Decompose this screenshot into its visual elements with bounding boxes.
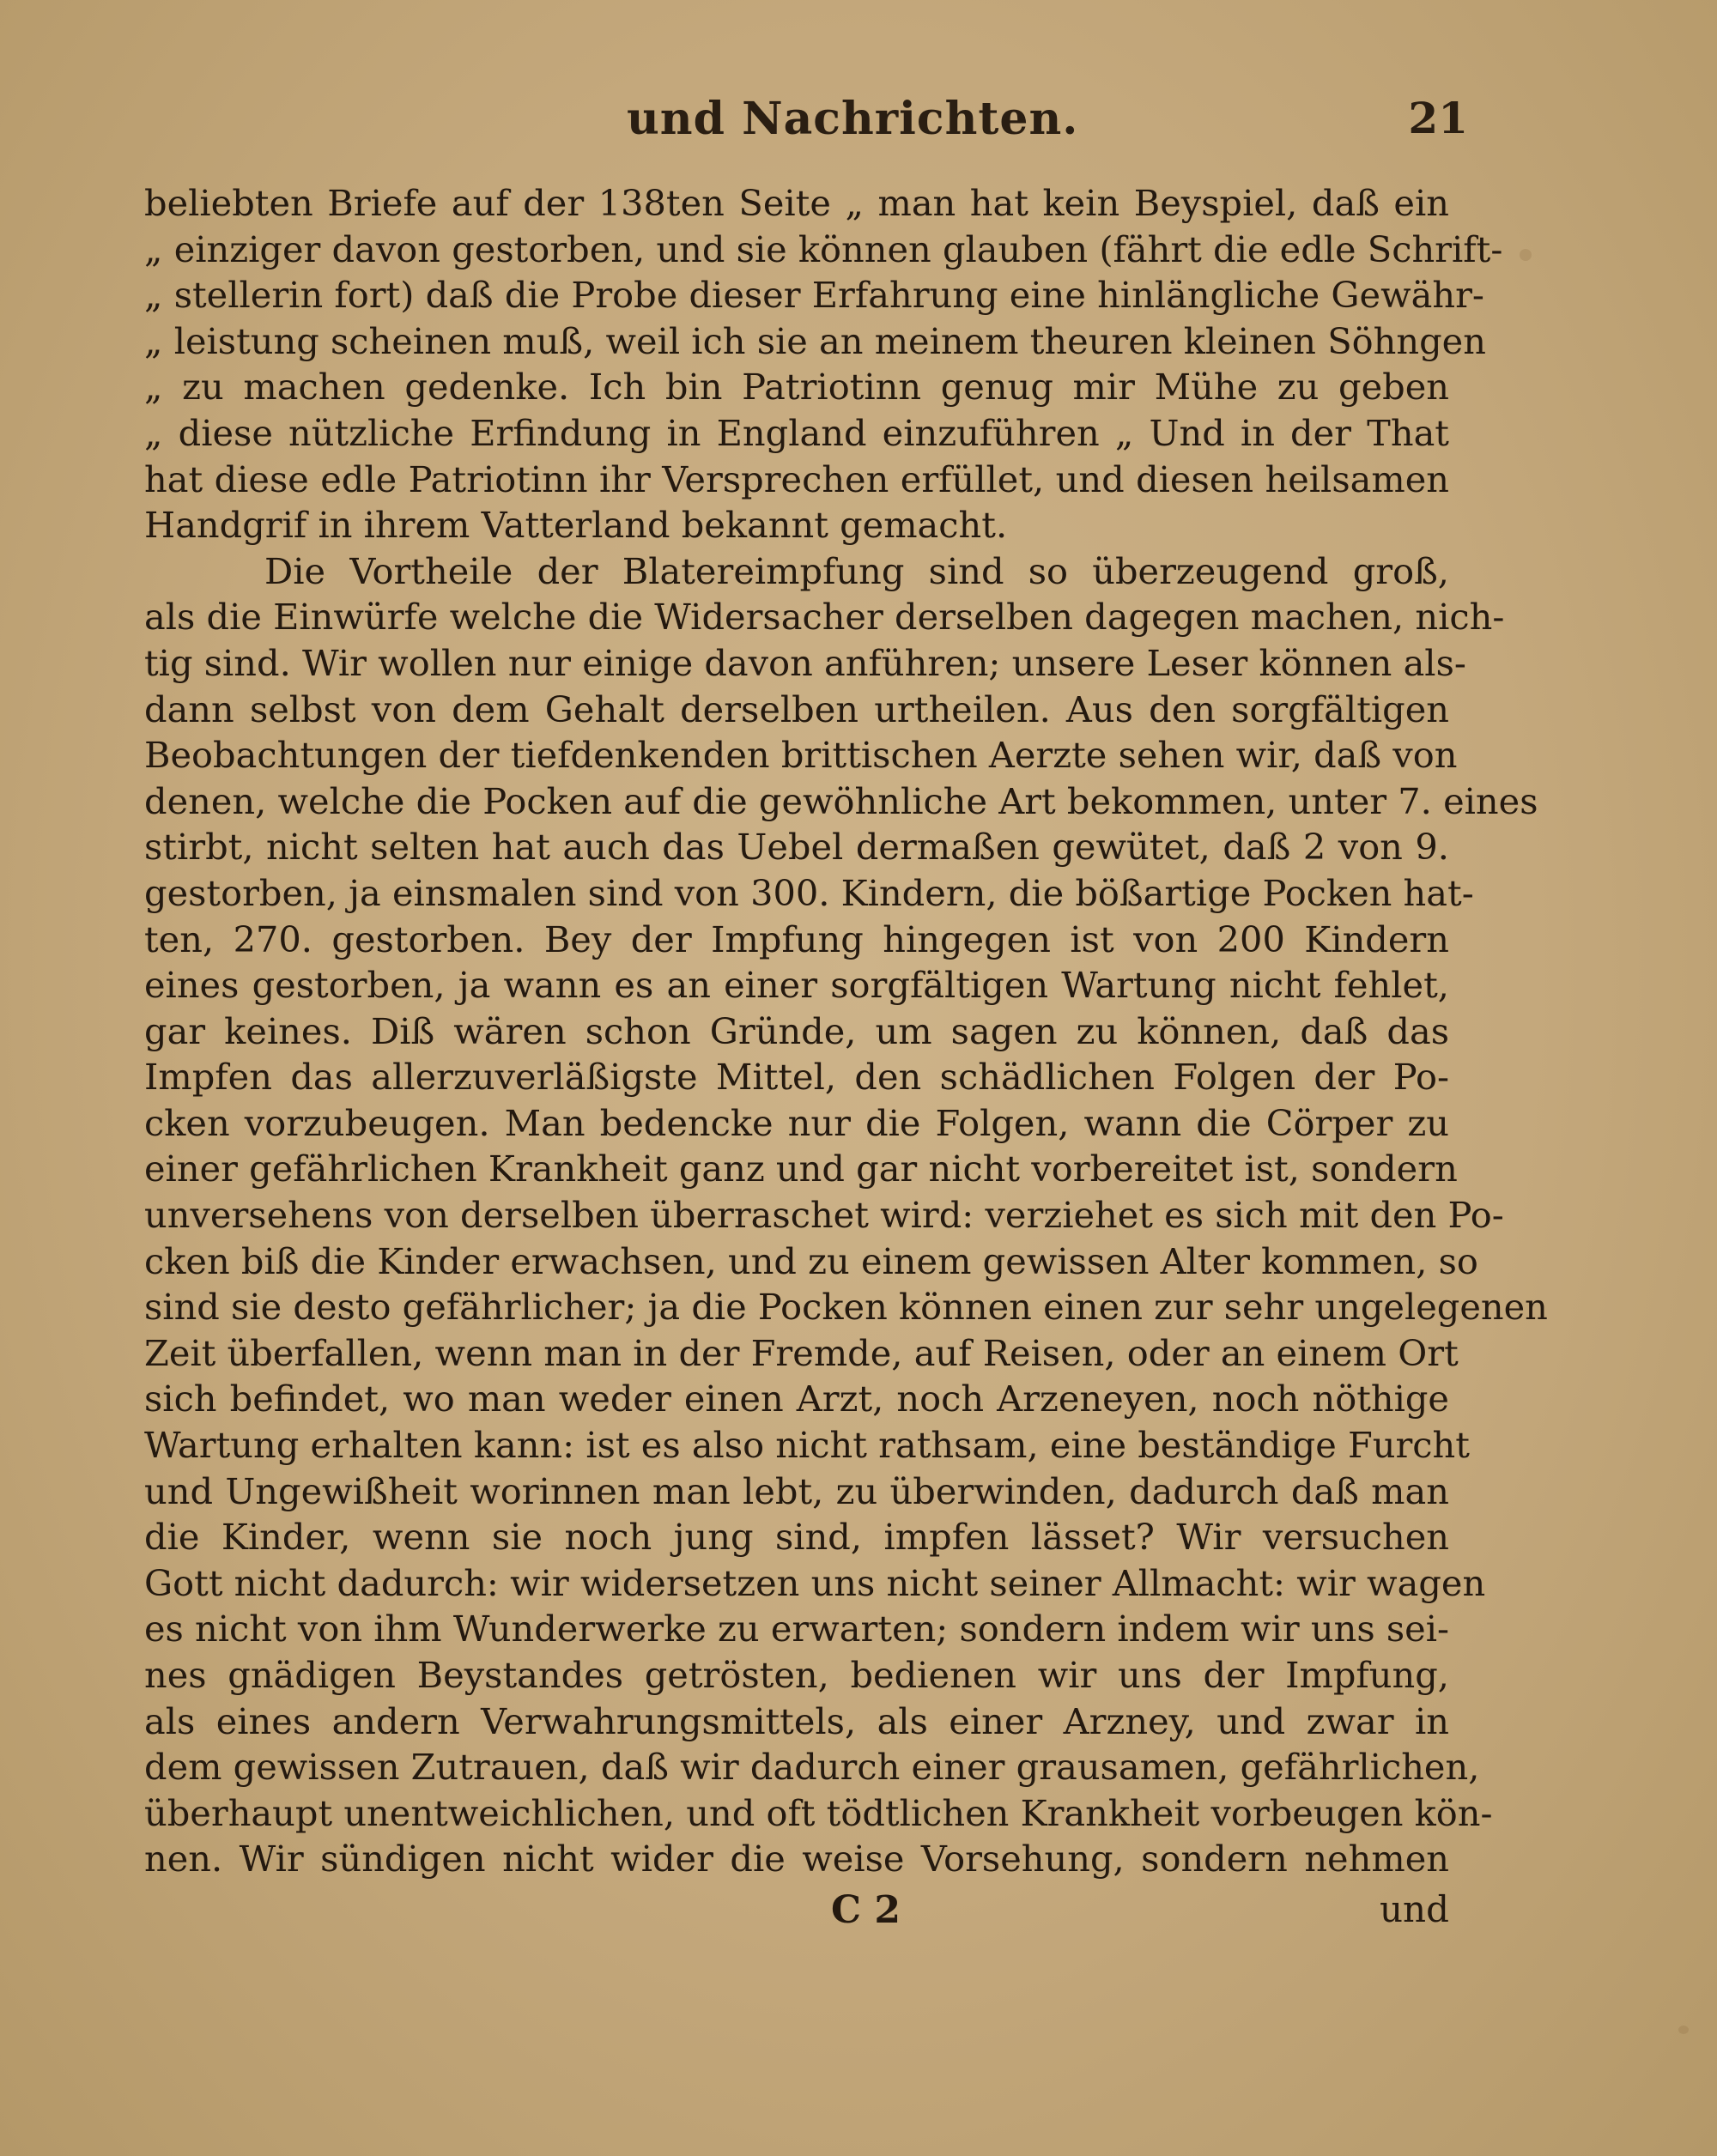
text-line: als die Einwürfe welche die Widersacher derselben dagegen machen, nich- bbox=[144, 596, 1505, 639]
text-line: nen. Wir sündigen nicht wider die weise Vorsehung, sondern nehmen bbox=[144, 1838, 1449, 1880]
text-line: Beobachtungen der tiefdenkenden brittischen Aerzte sehen wir, daß von bbox=[144, 734, 1458, 777]
text-line: dem gewissen Zutrauen, daß wir dadurch einer grausamen, gefährlichen, bbox=[144, 1746, 1480, 1789]
page-footer bbox=[144, 1888, 1449, 1948]
catchword: und bbox=[1380, 1888, 1449, 1930]
text-line: gestorben, ja einsmalen sind von 300. Kindern, die bößartige Pocken hat- bbox=[144, 871, 1474, 914]
text-line: es nicht von ihm Wunderwerke zu erwarten; sondern indem wir uns sei- bbox=[144, 1608, 1449, 1650]
text-line: sich befindet, wo man weder einen Arzt, noch Arzeneyen, noch nöthige bbox=[144, 1378, 1449, 1420]
text-line: beliebten Briefe auf der 138ten Seite „ man hat kein Beyspiel, daß ein bbox=[144, 182, 1449, 224]
text-line: „ diese nützliche Erfindung in England einzuführen „ Und in der That bbox=[144, 411, 1449, 454]
text-line: Impfen das allerzuverläßigste Mittel, den schädlichen Folgen der Po- bbox=[144, 1056, 1449, 1099]
text-line: überhaupt unentweichlichen, und oft tödtlichen Krankheit vorbeugen kön- bbox=[144, 1791, 1493, 1834]
text-line: dann selbst von dem Gehalt derselben urtheilen. Aus den sorgfältigen bbox=[144, 687, 1449, 730]
text-line: stirbt, nicht selten hat auch das Uebel dermaßen gewütet, daß 2 von 9. bbox=[144, 826, 1449, 869]
text-line: Die Vortheile der Blatereimpfung sind so überzeugend groß, bbox=[264, 549, 1449, 592]
text-line: und Ungewißheit worinnen man lebt, zu überwinden, dadurch daß man bbox=[144, 1469, 1449, 1512]
page-header bbox=[146, 93, 1468, 161]
text-line: Handgrif in ihrem Vatterland bekannt gemacht. bbox=[144, 504, 1008, 547]
text-line: nes gnädigen Beystandes getrösten, bedienen wir uns der Impfung, bbox=[144, 1654, 1449, 1696]
text-line: Gott nicht dadurch: wir widersetzen uns nicht seiner Allmacht: wir wagen bbox=[144, 1561, 1486, 1604]
text-line: „ einziger davon gestorben, und sie können glauben (fährt die edle Schrift- bbox=[144, 227, 1503, 270]
text-line: als eines andern Verwahrungsmittels, als einer Arzney, und zwar in bbox=[144, 1699, 1449, 1742]
text-line: „ stellerin fort) daß die Probe dieser Erfahrung eine hinlängliche Gewähr- bbox=[144, 274, 1484, 317]
page-number: 21 bbox=[1408, 93, 1468, 143]
text-line: tig sind. Wir wollen nur einige davon anführen; unsere Leser können als- bbox=[144, 641, 1466, 684]
text-line: die Kinder, wenn sie noch jung sind, impfen lässet? Wir versuchen bbox=[144, 1516, 1449, 1559]
text-line: ten, 270. gestorben. Bey der Impfung hingegen ist von 200 Kindern bbox=[144, 918, 1449, 960]
text-line: „ leistung scheinen muß, weil ich sie an meinem theuren kleinen Söhngen bbox=[144, 319, 1486, 362]
text-line: hat diese edle Patriotinn ihr Versprechen erfüllet, und diesen heilsamen bbox=[144, 457, 1449, 500]
body-text bbox=[144, 180, 1548, 1882]
text-line: cken biß die Kinder erwachsen, und zu einem gewissen Alter kommen, so bbox=[144, 1239, 1478, 1282]
text-line: sind sie desto gefährlicher; ja die Pocken können einen zur sehr ungelegenen bbox=[144, 1286, 1548, 1329]
text-line: „ zu machen gedenke. Ich bin Patriotinn genug mir Mühe zu geben bbox=[144, 366, 1449, 409]
text-line: eines gestorben, ja wann es an einer sorgfältigen Wartung nicht fehlet, bbox=[144, 964, 1449, 1007]
running-title: und Nachrichten. bbox=[627, 93, 1079, 145]
text-line: denen, welche die Pocken auf die gewöhnliche Art bekommen, unter 7. eines bbox=[144, 779, 1538, 822]
text-line: gar keines. Diß wären schon Gründe, um sagen zu können, daß das bbox=[144, 1009, 1449, 1052]
text-line: unversehens von derselben überraschet wird: verziehet es sich mit den Po- bbox=[144, 1194, 1504, 1237]
ink-spot bbox=[1520, 249, 1532, 261]
text-line: Wartung erhalten kann: ist es also nicht rathsam, eine beständige Furcht bbox=[144, 1424, 1470, 1467]
signature-mark: C 2 bbox=[831, 1888, 901, 1932]
text-line: einer gefährlichen Krankheit ganz und gar nicht vorbereitet ist, sondern bbox=[144, 1148, 1458, 1190]
text-line: Zeit überfallen, wenn man in der Fremde, auf Reisen, oder an einem Ort bbox=[144, 1331, 1459, 1374]
text-line: cken vorzubeugen. Man bedencke nur die Folgen, wann die Cörper zu bbox=[144, 1101, 1449, 1144]
ink-spot bbox=[1678, 2026, 1689, 2034]
